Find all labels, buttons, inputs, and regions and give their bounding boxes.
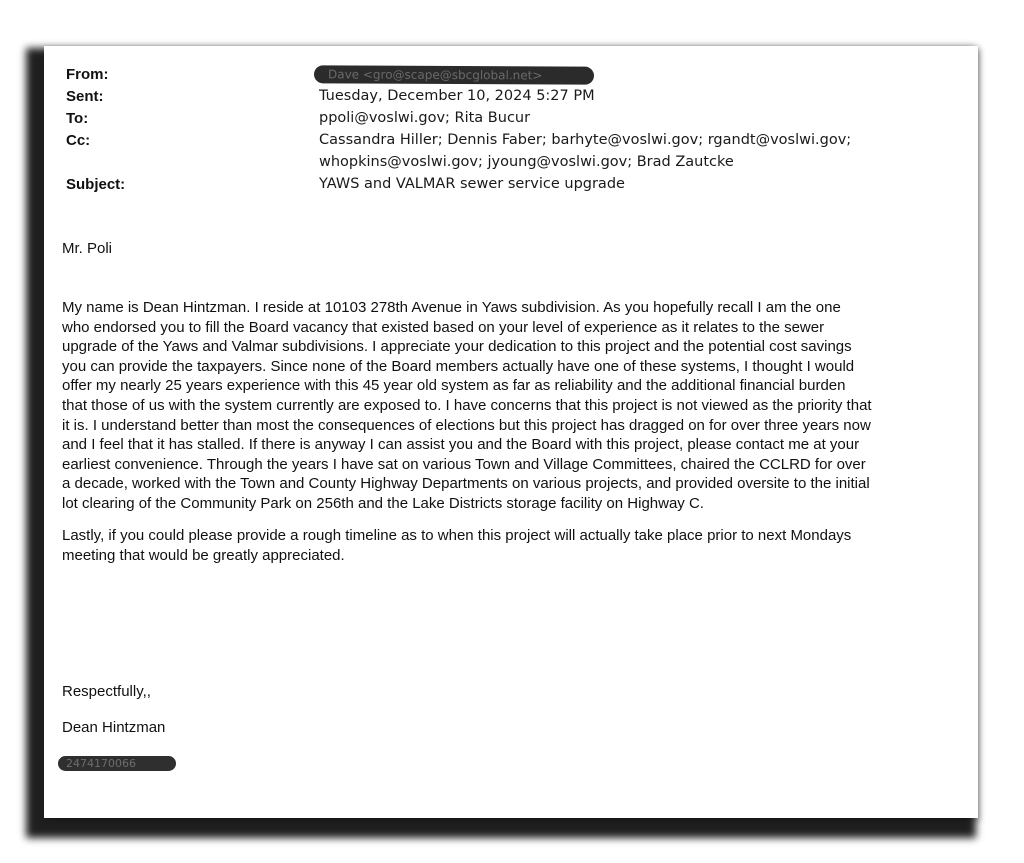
paragraph-line: lot clearing of the Community Park on 256th and the Lake Districts storage facility on Highway C. [62,494,704,512]
redacted-sender-email [314,65,594,84]
from-label: From: [66,66,109,83]
cc-value-line1: Cassandra Hiller; Dennis Faber; barhyte@voslwi.gov; rgandt@voslwi.gov; [319,132,852,148]
salutation: Mr. Poli [62,240,113,257]
paragraph-line: who endorsed you to fill the Board vacancy that existed based on your level of experience as it relates to the sewer [62,318,825,336]
closing: Respectfully,, [62,683,151,700]
paragraph-line: offer my nearly 25 years experience with this 45 year old system as far as reliability and the additional financial burden [62,377,846,395]
cc-value-line2: whopkins@voslwi.gov; jyoung@voslwi.gov; Brad Zautcke [319,154,734,170]
to-label: To: [66,110,89,127]
sent-label: Sent: [66,88,104,105]
redacted-phone-text: 2474170066 [66,757,136,770]
paragraph-line: meeting that would be greatly appreciated. [62,546,345,564]
paragraph-line: My name is Dean Hintzman. I reside at 10103 278th Avenue in Yaws subdivision. As you hopefully recall I am the one [62,299,841,316]
redacted-sender-text: Dave <gro@scape@sbcglobal.net> [327,67,543,83]
email-printout-page [44,46,978,818]
paragraph-line: it is. I understand better than most the consequences of elections but this project has dragged on for over three years now [62,416,871,434]
redacted-phone-number [58,756,176,771]
subject-value: YAWS and VALMAR sewer service upgrade [319,176,625,192]
to-value: ppoli@voslwi.gov; Rita Bucur [319,110,531,126]
subject-label: Subject: [66,176,126,193]
paragraph-line: earliest convenience. Through the years I have sat on various Town and Village Committees, chaired the CCLRD for over [62,455,866,473]
paragraph-line: and I feel that it has stalled. If there is anyway I can assist you and the Board with this project, please contact me at your [62,436,860,454]
sent-value: Tuesday, December 10, 2024 5:27 PM [319,88,595,104]
cc-label: Cc: [66,132,91,149]
paragraph-line: you can provide the taxpayers. Since none of the Board members actually have one of these systems, I thought I would [62,357,855,375]
body-paragraph-2 [62,526,962,565]
paragraph-line: that those of us with the system currently are exposed to. I have concerns that this project is not viewed as the priority that [62,396,872,414]
paragraph-line: Lastly, if you could please provide a rough timeline as to when this project will actually take place prior to next Mondays [62,527,852,544]
signer-name: Dean Hintzman [62,719,166,736]
paragraph-line: a decade, worked with the Town and County Highway Departments on various projects, and provided oversite to the initial [62,475,870,493]
body-paragraph-1 [62,298,962,514]
paragraph-line: upgrade of the Yaws and Valmar subdivisions. I appreciate your dedication to this project and the potential cost savings [62,338,852,356]
